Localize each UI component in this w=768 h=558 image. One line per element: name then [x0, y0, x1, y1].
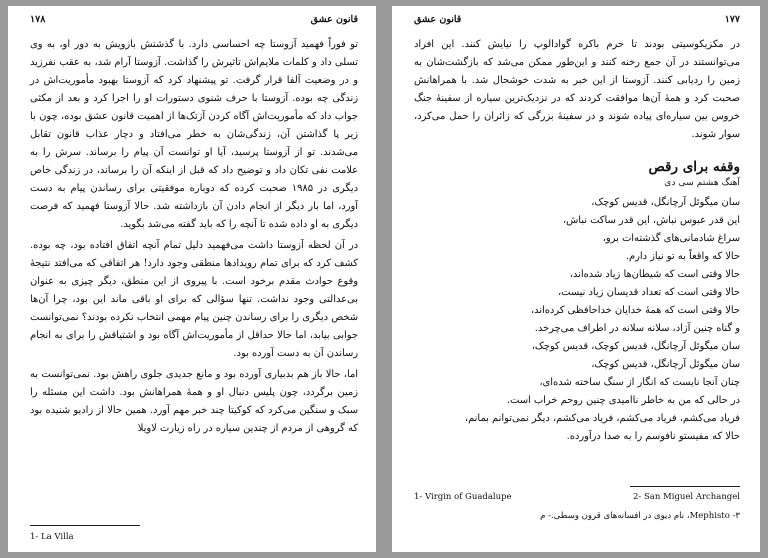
- poem-line: سان میگوئل آرچانگل، قدیس کوچک،: [591, 197, 740, 208]
- footnote-divider: [30, 525, 140, 526]
- poem-line: حالا وقتی است که شیطان‌ها زیاد شده‌اند،: [569, 269, 740, 280]
- page-header: [30, 14, 358, 30]
- poem-line: حالا که واقعاً به تو نیاز دارم.: [625, 251, 740, 262]
- footnote: 1- La Villa: [30, 532, 74, 542]
- page-number: ۱۷۷: [724, 14, 740, 25]
- footnote: 2- San Miguel Archangel: [632, 492, 740, 502]
- paragraph: در آن لحظه آزوستا داشت می‌فهمید دلیل تمام آنچه اتفاق افتاده بود، چه بوده. کشف کرد که برای تمام رویدادها منطقی وجود دارد! هر اتفاقی که می‌افتد نتیجهٔ وقوع حوادث مقدم برخود است. با پیروی از این منطق، دیگر چیزی به عنوان بی‌عدالتی وجود نداشت. تنها سؤالی که برای او باقی ماند این بود، چرا آن‌ها شخص دیگری را برای رساندن چنین پیام مهمی انتخاب نکرده بودند؟ نمی‌توانست جوابی بیابد، اما حالا حداقل از مأموریت‌اش آگاه بود و اشتیاقش را برای به انجام رساندن آن به دست آورده بود.: [30, 240, 358, 359]
- page-header: [414, 14, 740, 30]
- poem-line: فریاد می‌کشم، فریاد می‌کشم، فریاد می‌کشم، دیگر نمی‌توانم بمانم،: [464, 413, 740, 424]
- paragraph: اما، حالا باز هم بدبیاری آورده بود و مانع جدیدی جلوی راهش بود. نمی‌توانست به زمین برگردد، چون پلیس دنبال او و همهٔ همراهانش بود. داشت این مسئله را سبک و سنگین می‌کرد که کوکیتا چند خبر مهم آورد. همین حالا از رادیو شنیده بود که گروهی از مردم از چندین سیاره در راه زیارت لاویلا: [30, 369, 358, 434]
- section-heading: وقفه برای رقص: [648, 159, 740, 175]
- poem-line: سان میگوئل آرچانگل، قدیس کوچک،: [591, 359, 740, 370]
- right-page: [392, 6, 760, 552]
- footnote: ۳- Mephisto، نام دیوی در افسانه‌های قرون وسطی.- م: [540, 511, 740, 521]
- poem-line: سراغ شادمانی‌های گذشته‌ات برو،: [602, 233, 740, 244]
- poem-line: حالا وقتی است که تعداد قدیسان زیاد نیست،: [557, 287, 740, 298]
- poem-line: این قدر عبوس نباش، این قدر ساکت نباش،: [562, 215, 740, 226]
- poem-line: و گناه چنین آزاد، سلانه سلانه در اطراف می‌چرخد.: [534, 323, 740, 334]
- poem-line: حالا که مفیستو نافوسم را به صدا درآورده.: [566, 431, 740, 442]
- footnote-divider: [630, 486, 740, 487]
- header-title: قانون عشق: [414, 14, 462, 25]
- left-page: [8, 6, 376, 552]
- footnote-row: [414, 492, 740, 502]
- page-number: ۱۷۸: [30, 14, 46, 25]
- poem-line: در حالی که من به خاطر ناامیدی چنین روحم خراب است.: [506, 395, 740, 406]
- poem-line: چنان آنجا نایست که انگار از سنگ ساخته شده‌ای،: [539, 377, 740, 388]
- paragraph: تو فوراً فهمید آزوستا چه احساسی دارد. با گذشتش بازویش به دور او، به وی تسلی داد و کلمات ملایم‌اش تاثیرش را گذاشت. آزوستا آرام شد، به عقب نفرزید و در وضعیت آلفا قرار گرفت. تو پیشنهاد کرد که آزوستا بهبود مأموریت‌اش در زندگی چه بوده. آزوستا با حرف شنوی دستورات او را اجرا کرد و بعد از مکثی جواب داد که مأموریت‌اش آگاه کردن آزتک‌ها از اهمیت قانون عشق بوده، چون با زیر پا گذاشتن آن، زندگی‌شان به خطر می‌افتاد و دچار عذاب قانون تقابل می‌شدند. تو از آزوستا پرسید، آیا او توانست آن پیام را برساند. سرش را به علامت نفی تکان داد و توضیح داد که قبل از اینکه آن را برساند، در زندگی خاص دیگری در ۱۹۸۵ صحبت کرده که دوباره موفقیتی برای رساندن پیام به دست آورد، اما بار دیگر از انجام دادن آن بازداشته شد. حالا آزوستا فهمید که فرصت دیگری به او داده شده تا آنچه را که باید گفته می‌شد بگوید.: [30, 39, 358, 230]
- section-subheading: آهنگ هشتم سی دی: [664, 177, 740, 188]
- poem: [414, 194, 740, 446]
- footnote: 1- Virgin of Guadalupe: [414, 492, 512, 502]
- paragraph: در مکزیکوسیتی بودند تا حرم باکره گوادالوپ را نیایش کنند. این افراد می‌توانستند در آن جمع رخنه کنند و این‌طور ممکن می‌شد که بازگشت‌شان به زمین را ردیابی کنند. آزوستا از این خبر به شدت خوشحال شد. با همراهانش صحبت کرد و همهٔ آن‌ها موافقت کردند که در نزدیک‌ترین سیاره از سفینهٔ جنگ خروس بین سیاره‌ای پیاده شوند و در سفینهٔ بزرگی که زائران را حمل می‌کرد، سوار شوند.: [414, 39, 740, 140]
- poem-line: حالا وقتی است که همهٔ خدایان خداحافظی کرده‌اند،: [530, 305, 740, 316]
- poem-line: سان میگوئل آرچانگل، قدیس کوچک، قدیس کوچک،: [531, 341, 740, 352]
- header-title: قانون عشق: [310, 14, 358, 25]
